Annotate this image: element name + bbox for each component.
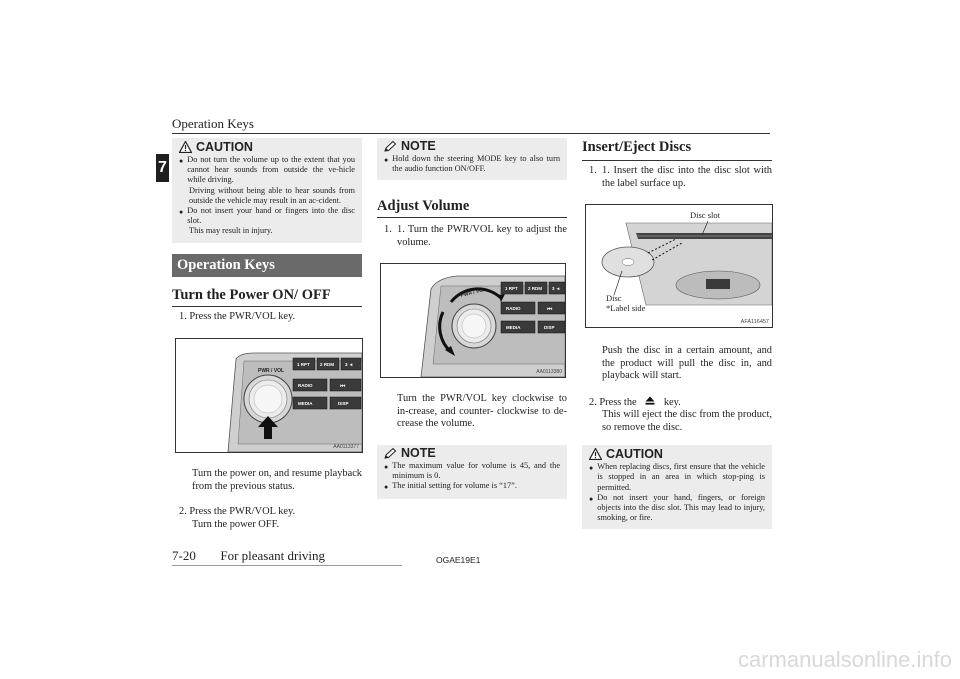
figure-code: AFA116457 <box>740 319 769 325</box>
caution-box-2 <box>582 445 772 529</box>
page-header-title: Operation Keys <box>172 116 254 131</box>
page-number: 7-20 <box>172 548 196 563</box>
label-side-label: *Label side <box>606 303 646 313</box>
svg-text:⏮: ⏮ <box>340 383 346 391</box>
svg-text:MEDIA: MEDIA <box>506 325 521 331</box>
chapter-name: For pleasant driving <box>220 548 326 563</box>
section-title: Operation Keys <box>172 254 362 277</box>
caution-header <box>589 448 765 460</box>
insert-text-2: This will eject the disc from the product, so remove the disc. <box>602 409 772 433</box>
radio-panel-illustration <box>381 264 565 377</box>
note-bullet: ● The initial setting for volume is “17”. <box>384 481 517 492</box>
footer-rule <box>172 565 402 566</box>
power-step-2: 2. Press the PWR/VOL key. <box>179 506 296 518</box>
disc-label: Disc <box>606 293 622 303</box>
note-header <box>384 141 560 152</box>
figure-code: AA0113377 <box>333 444 359 451</box>
volume-heading: Adjust Volume <box>377 194 567 218</box>
figure-power-key <box>175 338 363 453</box>
bullet-icon: ● <box>589 494 594 503</box>
insert-heading: Insert/Eject Discs <box>582 138 772 161</box>
insert-step-1: 1. 1. Insert the disc into the disc slot with the label surface up. <box>589 165 772 189</box>
bullet-icon: ● <box>179 208 184 217</box>
svg-text:MEDIA: MEDIA <box>298 401 313 407</box>
caution-subtext: Driving without being able to hear sounds from outside the vehicle may result in an ac-cident. <box>189 185 355 205</box>
svg-text:2 RDM: 2 RDM <box>528 286 543 292</box>
header-rule <box>172 133 770 134</box>
bullet-icon: ● <box>384 156 389 164</box>
note-header <box>384 448 560 459</box>
note-label: NOTE <box>401 139 436 154</box>
caution-subtext: This may result in injury. <box>189 226 273 236</box>
caution-bullet: ● Do not insert your hand, fingers, or foreign objects into the disc slot. This may lead to injury, smoking, or fire. <box>589 492 765 523</box>
panel-button-prev <box>330 379 361 391</box>
note-bullet: ● Hold down the steering MODE key to also turn the audio function ON/OFF. <box>384 154 560 174</box>
svg-text:RADIO: RADIO <box>506 306 521 312</box>
bullet-icon: ● <box>179 157 184 165</box>
svg-text:3 ◄: 3 ◄ <box>552 286 561 292</box>
caution-header <box>179 141 355 153</box>
caution-bullet: ● Do not turn the volume up to the extent that you cannot hear sounds from outside the ve-hicle while driving. <box>179 155 355 185</box>
volume-text-1: Turn the PWR/VOL key clockwise to in-crease, and counter- clockwise to de-crease the volume. <box>397 393 567 430</box>
chapter-tab: 7 <box>156 154 169 182</box>
svg-text:DISP: DISP <box>338 401 349 407</box>
caution-box-1 <box>172 138 362 243</box>
watermark: carmanualsonline.info <box>737 647 952 672</box>
figure-code: AA0113380 <box>536 369 562 376</box>
svg-text:1 RPT: 1 RPT <box>297 362 310 368</box>
footer-page-info <box>172 548 325 564</box>
svg-text:3 ◄: 3 ◄ <box>345 362 354 368</box>
column-right <box>582 138 772 529</box>
column-left <box>172 138 362 531</box>
svg-text:DISP: DISP <box>544 325 555 331</box>
caution-label: CAUTION <box>606 447 663 462</box>
warning-triangle-icon <box>179 141 192 153</box>
svg-text:⏮: ⏮ <box>547 306 553 314</box>
caution-bullet: ● Do not insert your hand or fingers into the disc slot. <box>179 206 355 226</box>
disc-insert-illustration <box>586 205 772 327</box>
knob-label: PWR / VOL <box>460 287 487 300</box>
figure-volume-knob <box>380 263 566 378</box>
figure-disc-slot <box>585 204 773 328</box>
svg-text:2 RDM: 2 RDM <box>320 362 335 368</box>
caution-bullet: ● When replacing discs, first ensure that the vehicle is stopped in an area in which stop-ping is permitted. <box>589 462 765 492</box>
pencil-icon <box>384 448 397 459</box>
warning-triangle-icon <box>589 448 602 460</box>
disc-slot-label: Disc slot <box>690 210 720 220</box>
volume-step-1: 1. 1. Turn the PWR/VOL key to adjust the volume. <box>384 224 567 248</box>
eject-icon <box>645 396 655 410</box>
bullet-icon: ● <box>589 464 594 473</box>
column-middle <box>377 138 567 499</box>
svg-text:1 RPT: 1 RPT <box>505 286 518 292</box>
note-box-1 <box>377 138 567 180</box>
power-step-1: 1. Press the PWR/VOL key. <box>179 310 296 322</box>
document-code: OGAE19E1 <box>436 555 481 565</box>
power-heading: Turn the Power ON/ OFF <box>172 283 362 307</box>
caution-label: CAUTION <box>196 139 253 154</box>
svg-text:RADIO: RADIO <box>298 383 313 389</box>
pencil-icon <box>384 141 397 152</box>
insert-step-2: 2. Press the key. <box>589 396 681 408</box>
power-text-2: Turn the power OFF. <box>192 518 280 530</box>
insert-text-1: Push the disc in a certain amount, and the product will pull the disc in, and playback will start. <box>602 345 772 381</box>
knob-label: PWR / VOL <box>258 368 285 375</box>
note-label: NOTE <box>401 446 436 461</box>
bullet-icon: ● <box>384 483 389 492</box>
bullet-icon: ● <box>384 462 389 471</box>
note-box-2 <box>377 445 567 499</box>
radio-panel-illustration <box>176 339 362 452</box>
note-bullet: ● The maximum value for volume is 45, and the minimum is 0. <box>384 460 560 481</box>
power-text-1: Turn the power on, and resume playback from the previous status. <box>192 468 362 492</box>
